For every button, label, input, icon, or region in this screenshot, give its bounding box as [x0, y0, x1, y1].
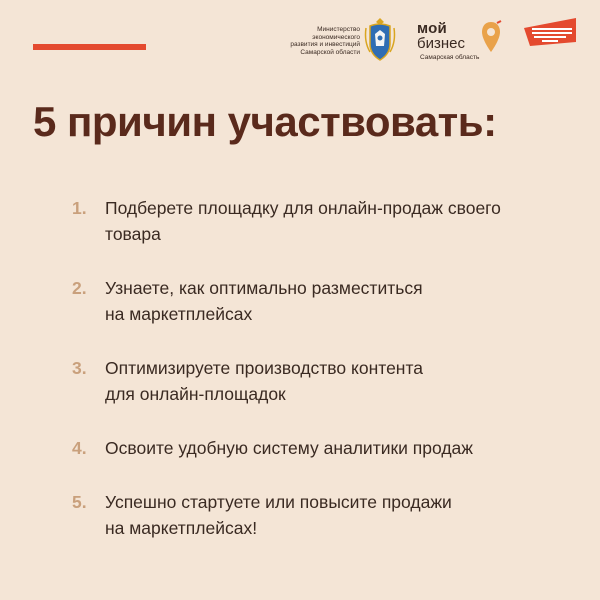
- moy-biznes-word1: мой: [417, 20, 447, 37]
- reason-number: 5.: [72, 492, 87, 512]
- reason-text-line: на маркетплейсах!: [105, 518, 258, 538]
- moy-biznes-pin-icon: [480, 20, 502, 54]
- ministry-line: Министерство: [317, 26, 360, 33]
- reason-item: [72, 195, 572, 247]
- reason-number: 4.: [72, 438, 87, 458]
- reason-number: 2.: [72, 278, 87, 298]
- reason-text-line: Подберете площадку для онлайн-продаж своего: [105, 198, 501, 218]
- reason-item: [72, 355, 572, 407]
- reason-item: [72, 435, 572, 461]
- samara-coat-of-arms-icon: [362, 16, 398, 62]
- reason-number: 1.: [72, 198, 87, 218]
- moy-biznes-logo: [416, 20, 496, 64]
- reasons-list: [72, 195, 572, 541]
- reason-text-line: товара: [105, 224, 161, 244]
- reason-item: [72, 489, 572, 541]
- reason-item: [72, 275, 572, 327]
- accent-bar: [33, 44, 146, 50]
- reason-text-line: Освоите удобную систему аналитики продаж: [105, 438, 473, 458]
- national-projects-logo: [520, 18, 580, 46]
- ministry-name: [290, 26, 360, 56]
- ministry-line: экономического: [312, 33, 360, 41]
- reason-text-line: на маркетплейсах: [105, 304, 253, 324]
- reason-text-line: Успешно стартуете или повысите продажи: [105, 492, 452, 512]
- moy-biznes-region: Самарская область: [420, 54, 480, 61]
- reason-text-line: для онлайн-площадок: [105, 384, 286, 404]
- ministry-line: развития и инвестиций: [290, 41, 360, 48]
- reason-number: 3.: [72, 358, 87, 378]
- reason-text-line: Оптимизируете производство контента: [105, 358, 424, 378]
- reason-text-line: Узнаете, как оптимально разместиться: [105, 278, 423, 298]
- page-title: 5 причин участвовать:: [33, 98, 497, 145]
- moy-biznes-word2: бизнес: [417, 35, 465, 52]
- ministry-line: Самарской области: [300, 48, 360, 56]
